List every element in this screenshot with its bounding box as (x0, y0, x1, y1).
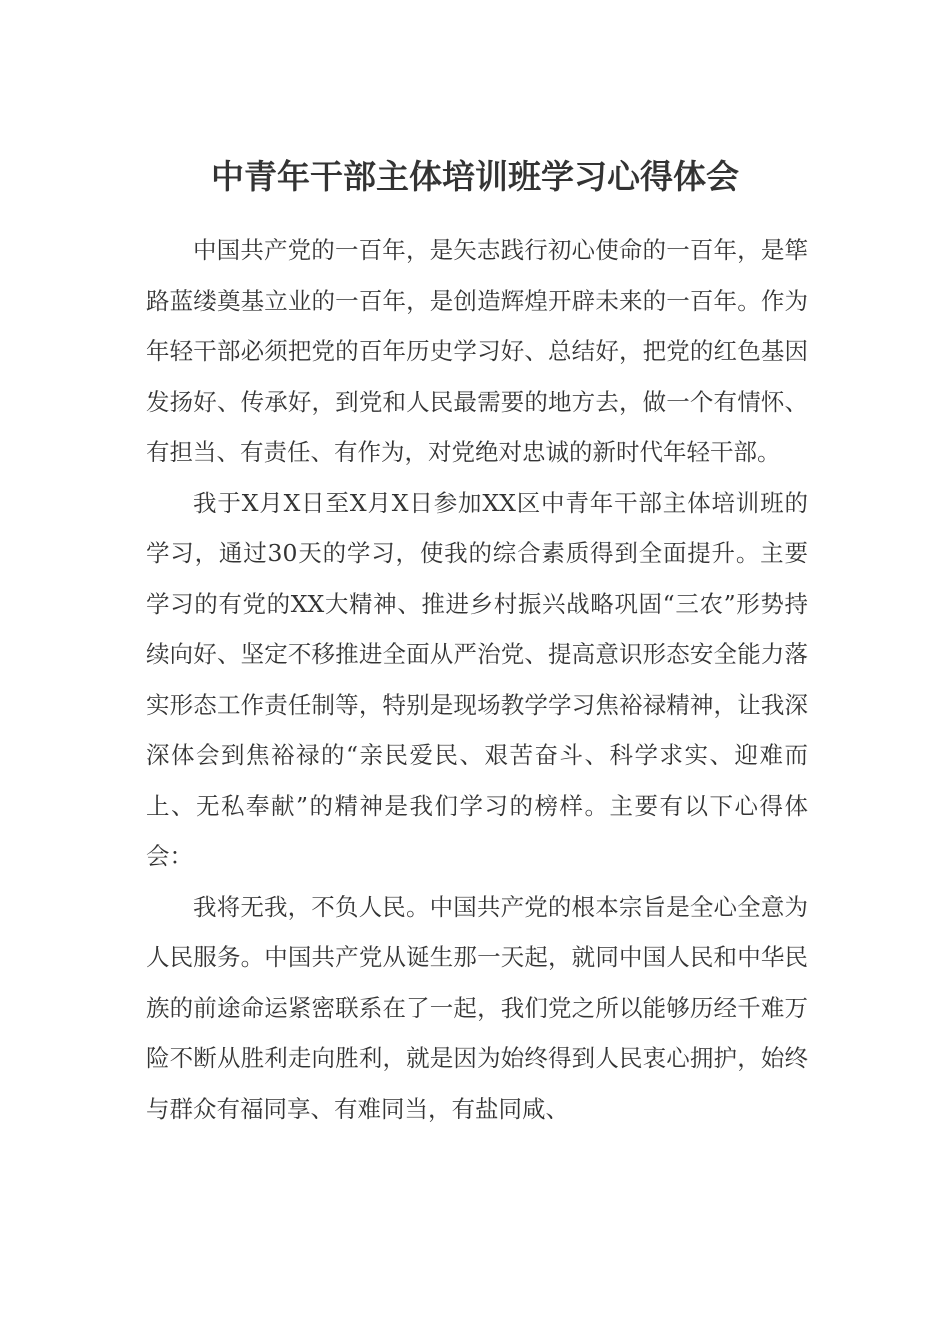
document-body (146, 225, 808, 1134)
paragraph-3: 我将无我，不负人民。中国共产党的根本宗旨是全心全意为人民服务。中国共产党从诞生那一天起，就同中国人民和中华民族的前途命运紧密联系在了一起，我们党之所以能够历经千难万险不断从胜利走向胜利，就是因为始终得到人民衷心拥护，始终与群众有福同享、有难同当，有盐同咸、 (146, 892, 808, 1123)
paragraph-2: 我于X月X日至X月X日参加XX区中青年干部主体培训班的学习，通过30天的学习，使我的综合素质得到全面提升。主要学习的有党的XX大精神、推进乡村振兴战略巩固“三农”形势持续向好、坚定不移推进全面从严治党、提高意识形态安全能力落实形态工作责任制等，特别是现场教学学习焦裕禄精神，让我深深体会到焦裕禄的“亲民爱民、艰苦奋斗、科学求实、迎难而上、无私奉献”的精神是我们学习的榜样。主要有以下心得体会： (146, 488, 808, 870)
document-title: 中青年干部主体培训班学习心得体会 (211, 157, 739, 196)
paragraph-1: 中国共产党的一百年，是矢志践行初心使命的一百年，是筚路蓝缕奠基立业的一百年，是创造辉煌开辟未来的一百年。作为年轻干部必须把党的百年历史学习好、总结好，把党的红色基因发扬好、传承好，到党和人民最需要的地方去，做一个有情怀、有担当、有责任、有作为，对党绝对忠诚的新时代年轻干部。 (146, 236, 808, 466)
